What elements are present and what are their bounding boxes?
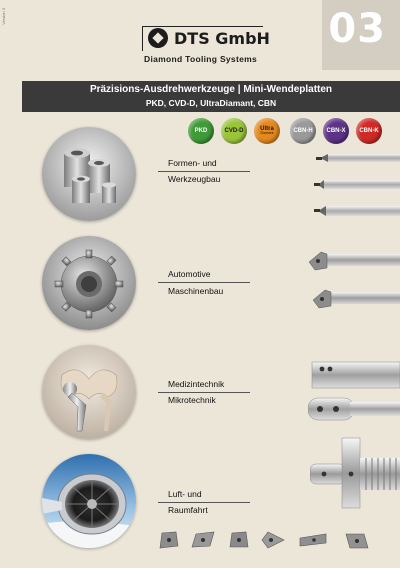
section-label-line1: Formen- und [168,158,217,168]
company-subtitle: Diamond Tooling Systems [144,54,258,64]
insert-holder-tools-icon [305,248,400,313]
version-tag: Version 3 [1,8,6,25]
badge-label: CBN-K [359,127,379,134]
insert-plate-icon [346,534,368,548]
insert-plates-row [150,528,390,552]
badge-pkd [188,118,214,144]
gear-image [42,236,136,330]
badge-label: CVD-D [224,127,244,134]
chapter-number-block [322,0,400,70]
section-label-line1: Luft- und [168,489,202,499]
badge-cbn-x [323,118,349,144]
badge-sublabel: Diamant [260,131,274,136]
insert-plate-icon [230,532,248,547]
hip-implant-image [42,345,136,439]
badge-cvd-d [221,118,247,144]
section-label-line2: Raumfahrt [168,505,208,515]
badge-cbn-k [356,118,382,144]
diamond-logo-icon [148,28,168,48]
section-divider [158,171,250,172]
chapter-number: 03 [328,6,386,52]
section-divider [158,282,250,283]
company-name: DTS GmbH [174,29,270,48]
title-banner [22,81,400,112]
section-label-line1: Medizintechnik [168,379,225,389]
badge-label: CBN-H [293,127,313,134]
banner-title: Präzisions-Ausdrehwerkzeuge | Mini-Wendeplatten [89,84,333,95]
jet-engine-image [42,454,136,548]
section-divider [158,502,250,503]
section-label-line2: Maschinenbau [168,286,224,296]
section-label-line2: Mikrotechnik [168,395,216,405]
cartridge-tools-icon [308,352,400,427]
section-divider [158,392,250,393]
badge-label: PKD [194,127,208,134]
badge-label: CBN-X [326,127,346,134]
company-logo [130,22,278,66]
badge-label: Ultra [260,125,274,132]
section-label-line1: Automotive [168,269,211,279]
insert-plate-icon [300,534,326,546]
boring-bar-tools-icon [300,150,400,220]
badge-cbn-h [290,118,316,144]
insert-plate-icon [192,532,214,547]
section-label-line2: Werkzeugbau [168,174,221,184]
banner-subtitle: PKD, CVD-D, UltraDiamant, CBN [145,98,277,108]
threaded-adapter-icon [310,436,400,518]
badge-ultra [254,118,280,144]
insert-plate-icon [262,532,284,548]
cylinder-parts-image [42,127,136,221]
insert-plate-icon [160,532,178,548]
